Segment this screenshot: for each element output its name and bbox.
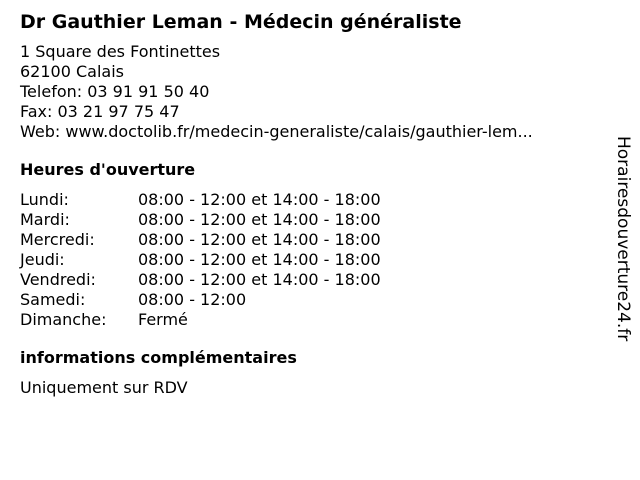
day-label: Vendredi: <box>20 270 96 289</box>
business-card <box>20 10 600 398</box>
postal-city: 62100 Calais <box>20 62 124 81</box>
address-block <box>20 42 600 142</box>
opening-hours-table <box>20 190 600 330</box>
fax-number: Fax: 03 21 97 75 47 <box>20 102 180 121</box>
website-link[interactable]: Web: www.doctolib.fr/medecin-generaliste/calais/gauthier-lem... <box>20 122 533 141</box>
day-hours: Fermé <box>138 310 188 329</box>
day-hours: 08:00 - 12:00 et 14:00 - 18:00 <box>138 250 381 269</box>
hours-row-thursday <box>20 250 600 270</box>
day-label: Mardi: <box>20 210 70 229</box>
opening-hours-heading: Heures d'ouverture <box>20 160 196 179</box>
day-hours: 08:00 - 12:00 et 14:00 - 18:00 <box>138 270 381 289</box>
day-hours: 08:00 - 12:00 <box>138 290 247 309</box>
street-address: 1 Square des Fontinettes <box>20 42 221 61</box>
site-watermark: Horairesdouverture24.fr <box>613 136 633 342</box>
hours-row-saturday <box>20 290 600 310</box>
day-hours: 08:00 - 12:00 et 14:00 - 18:00 <box>138 230 381 249</box>
day-label: Dimanche: <box>20 310 107 329</box>
day-label: Jeudi: <box>20 250 65 269</box>
additional-info-text: Uniquement sur RDV <box>20 378 188 397</box>
additional-info-heading: informations complémentaires <box>20 348 297 367</box>
day-label: Lundi: <box>20 190 69 209</box>
day-hours: 08:00 - 12:00 et 14:00 - 18:00 <box>138 190 381 209</box>
hours-row-tuesday <box>20 210 600 230</box>
business-title: Dr Gauthier Leman - Médecin généraliste <box>20 11 462 33</box>
hours-row-sunday <box>20 310 600 330</box>
phone-number[interactable]: Telefon: 03 91 91 50 40 <box>20 82 210 101</box>
hours-row-friday <box>20 270 600 290</box>
day-label: Samedi: <box>20 290 86 309</box>
hours-row-monday <box>20 190 600 210</box>
day-hours: 08:00 - 12:00 et 14:00 - 18:00 <box>138 210 381 229</box>
hours-row-wednesday <box>20 230 600 250</box>
day-label: Mercredi: <box>20 230 95 249</box>
